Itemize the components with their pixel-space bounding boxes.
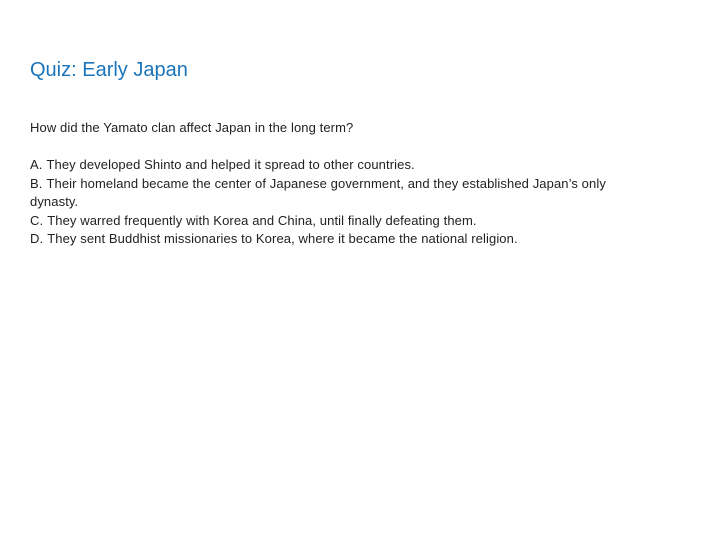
answer-option-d [30, 230, 620, 249]
answer-option-a [30, 156, 620, 175]
quiz-question: How did the Yamato clan affect Japan in the long term? [30, 120, 354, 135]
answer-text: They sent Buddhist missionaries to Korea, where it became the national religion. [47, 231, 518, 246]
slide-body [30, 119, 620, 249]
answer-option-b [30, 175, 620, 212]
answer-letter: D. [30, 231, 44, 246]
answer-letter: B. [30, 175, 43, 191]
answer-letter: C. [30, 212, 44, 228]
slide-title: Quiz: Early Japan [30, 59, 188, 81]
answer-list [30, 156, 620, 249]
answer-letter: A. [30, 157, 43, 172]
answer-text: They warred frequently with Korea and China, until finally defeating them. [47, 212, 477, 228]
answer-text: Their homeland became the center of Japanese government, and they established Japan’s only dynasty. [30, 175, 606, 209]
answer-option-c [30, 212, 620, 231]
answer-text: They developed Shinto and helped it spread to other countries. [46, 157, 415, 172]
